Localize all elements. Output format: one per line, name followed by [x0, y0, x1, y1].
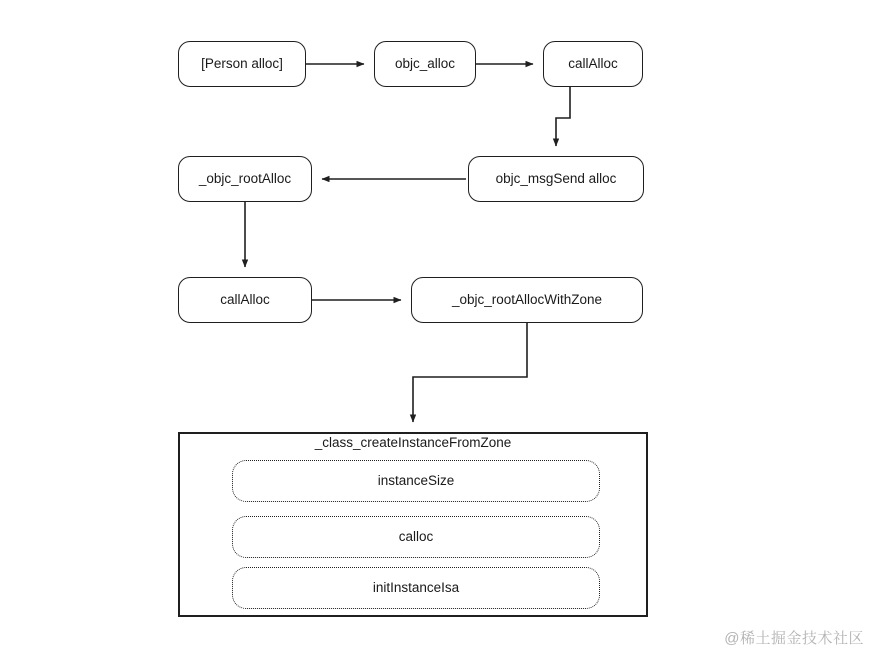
node-calloc[interactable]: [232, 516, 600, 558]
node-label: objc_msgSend alloc: [495, 170, 617, 186]
node-objc-alloc[interactable]: [374, 41, 476, 87]
edge-callalloc-to-msgsend: [556, 87, 570, 146]
node-label: initInstanceIsa: [372, 579, 460, 595]
node-label: _objc_rootAllocWithZone: [451, 291, 603, 307]
node-instancesize[interactable]: [232, 460, 600, 502]
node-label: [Person alloc]: [201, 55, 283, 71]
node-label: callAlloc: [220, 291, 270, 307]
node-callalloc-second[interactable]: [178, 277, 312, 323]
node-initinstanceisa[interactable]: [232, 567, 600, 609]
node-label: callAlloc: [568, 55, 618, 71]
group-title-label: _class_createInstanceFromZone: [314, 435, 512, 450]
node-label: _objc_rootAlloc: [198, 170, 292, 186]
node-objc-rootallocwithzone[interactable]: [411, 277, 643, 323]
edge-rootallocwithzone-to-group: [413, 323, 527, 422]
node-callalloc-top[interactable]: [543, 41, 643, 87]
node-objc-rootalloc[interactable]: [178, 156, 312, 202]
node-label: objc_alloc: [394, 55, 456, 71]
node-label: instanceSize: [377, 472, 455, 488]
node-person-alloc[interactable]: [178, 41, 306, 87]
watermark-label: @稀土掘金技术社区: [724, 630, 864, 647]
node-label: calloc: [398, 528, 434, 544]
node-objc-msgsend-alloc[interactable]: [468, 156, 644, 202]
